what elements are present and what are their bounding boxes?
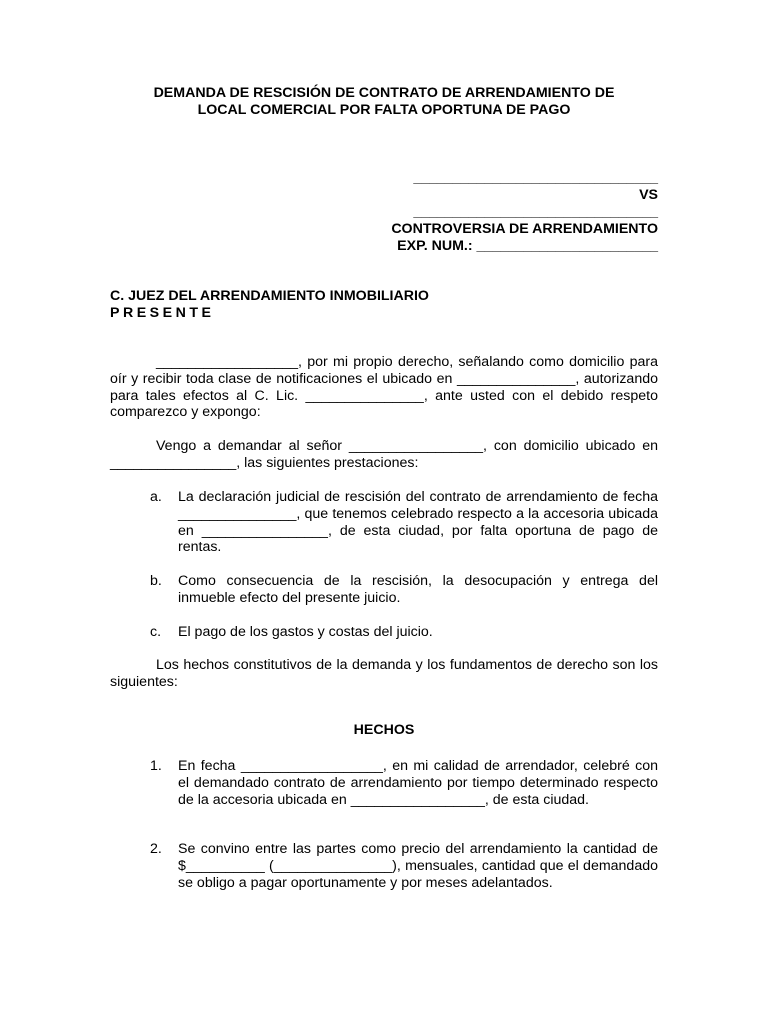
facts-intro-paragraph: Los hechos constitutivos de la demanda y los fundamentos de derecho son los siguientes:: [110, 657, 658, 690]
controversy-label: CONTROVERSIA DE ARRENDAMIENTO: [391, 221, 658, 237]
list-marker: a.: [150, 489, 162, 505]
addressee-presente: PRESENTE: [110, 305, 215, 321]
prestacion-c: [150, 624, 658, 641]
document-title: [110, 85, 658, 119]
prestacion-b: [150, 573, 658, 607]
title-line-2: LOCAL COMERCIAL POR FALTA OPORTUNA DE PAGO: [197, 102, 571, 118]
list-marker: c.: [150, 624, 162, 640]
hecho-1: [150, 758, 658, 808]
title-line-1: DEMANDA DE RESCISIÓN DE CONTRATO DE ARRENDAMIENTO DE: [153, 85, 615, 101]
list-item-text: Como consecuencia de la rescisión, la desocupación y entrega del inmueble efecto del presente juicio.: [178, 573, 658, 606]
intro-paragraph: __________________, por mi propio derecho, señalando como domicilio para oír y recibir toda clase de notificaciones el ubicado en _______________, autorizando para tales efectos al C. Lic. _______________, ante usted con el debido respeto comparezco y expongo:: [110, 354, 658, 421]
list-marker: 1.: [150, 758, 162, 774]
plaintiff-blank: _______________________________: [413, 170, 658, 186]
list-item-text: En fecha __________________, en mi calidad de arrendador, celebré con el demandado contrato de arrendamiento por tiempo determinado respecto de la accesoria ubicada en _________________, de esta ciudad.: [178, 758, 658, 808]
prestacion-a: [150, 489, 658, 556]
parties-block: [362, 170, 658, 255]
list-item-text: La declaración judicial de rescisión del contrato de arrendamiento de fecha _______________, que tenemos celebrado respecto a la accesoria ubicada en ________________, de esta ciudad, por falta oportuna de pago de rentas.: [178, 489, 658, 556]
hecho-2: [150, 841, 658, 891]
demand-paragraph: Vengo a demandar al señor _________________, con domicilio ubicado en ________________, las siguientes prestaciones:: [110, 438, 658, 471]
list-item-text: El pago de los gastos y costas del juicio.: [178, 624, 433, 640]
file-number: EXP. NUM.: _______________________: [397, 238, 658, 254]
addressee-judge: C. JUEZ DEL ARRENDAMIENTO INMOBILIARIO: [110, 288, 429, 304]
defendant-blank: _______________________________: [413, 204, 658, 220]
list-marker: b.: [150, 573, 162, 589]
versus-label: VS: [639, 187, 658, 203]
list-marker: 2.: [150, 841, 162, 857]
addressee-block: [110, 288, 658, 322]
list-item-text: Se convino entre las partes como precio del arrendamiento la cantidad de $__________ (_______________), mensuales, cantidad que el demandado se obligo a pagar oportunamente y por meses adelantados.: [178, 841, 658, 891]
hechos-heading: HECHOS: [353, 722, 415, 738]
